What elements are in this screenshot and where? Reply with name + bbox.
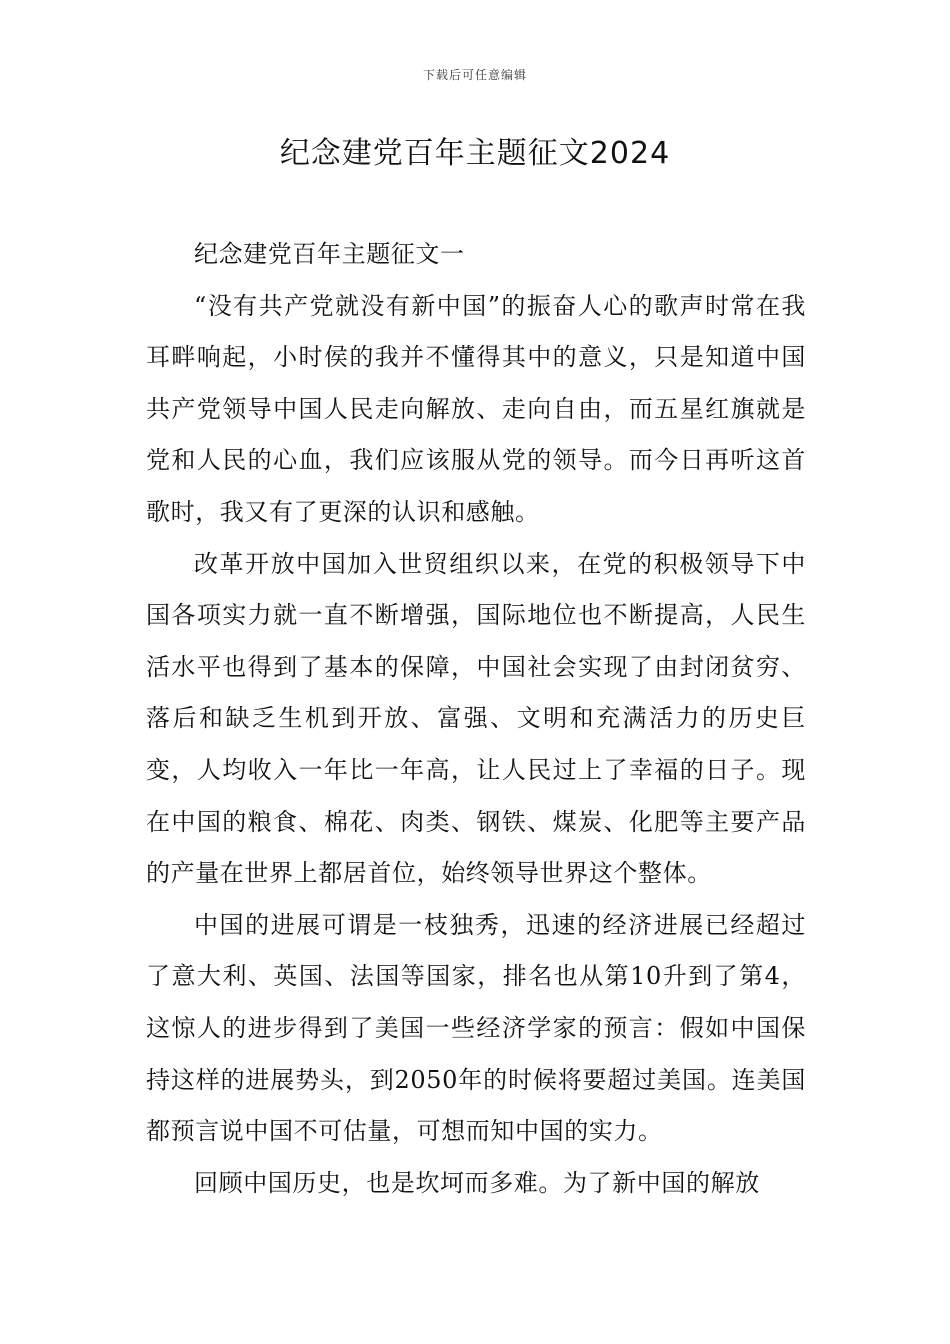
paragraph: 改革开放中国加入世贸组织以来，在党的积极领导下中国各项实力就一直不断增强，国际地位也不断提高，人民生活水平也得到了基本的保障，中国社会实现了由封闭贫穷、落后和缺乏生机到开放、富强、文明和充满活力的历史巨变，人均收入一年比一年高，让人民过上了幸福的日子。现在中国的粮食、棉花、肉类、钢铁、煤炭、化肥等主要产品的产量在世界上都居首位，始终领导世界这个整体。 bbox=[146, 549, 806, 888]
paragraph: “没有共产党就没有新中国”的振奋人心的歌声时常在我耳畔响起，小时侯的我并不懂得其中的意义，只是知道中国共产党领导中国人民走向解放、走向自由，而五星红旗就是党和人民的心血，我们应该服从党的领导。而今日再听这首歌时，我又有了更深的认识和感触。 bbox=[146, 291, 806, 526]
paragraph: 中国的进展可谓是一枝独秀，迅速的经济进展已经超过了意大利、英国、法国等国家，排名也从第10升到了第4，这惊人的进步得到了美国一些经济学家的预言：假如中国保持这样的进展势头，到2050年的时候将要超过美国。连美国都预言说中国不可估量，可想而知中国的实力。 bbox=[146, 910, 806, 1146]
document-body bbox=[146, 229, 806, 1209]
paragraph: 回顾中国历史，也是坎坷而多难。为了新中国的解放 bbox=[194, 1168, 760, 1197]
header-note: 下载后可任意编辑 bbox=[422, 68, 527, 82]
document-title: 纪念建党百年主题征文2024 bbox=[279, 136, 671, 171]
paragraph-subtitle: 纪念建党百年主题征文一 bbox=[194, 240, 465, 268]
